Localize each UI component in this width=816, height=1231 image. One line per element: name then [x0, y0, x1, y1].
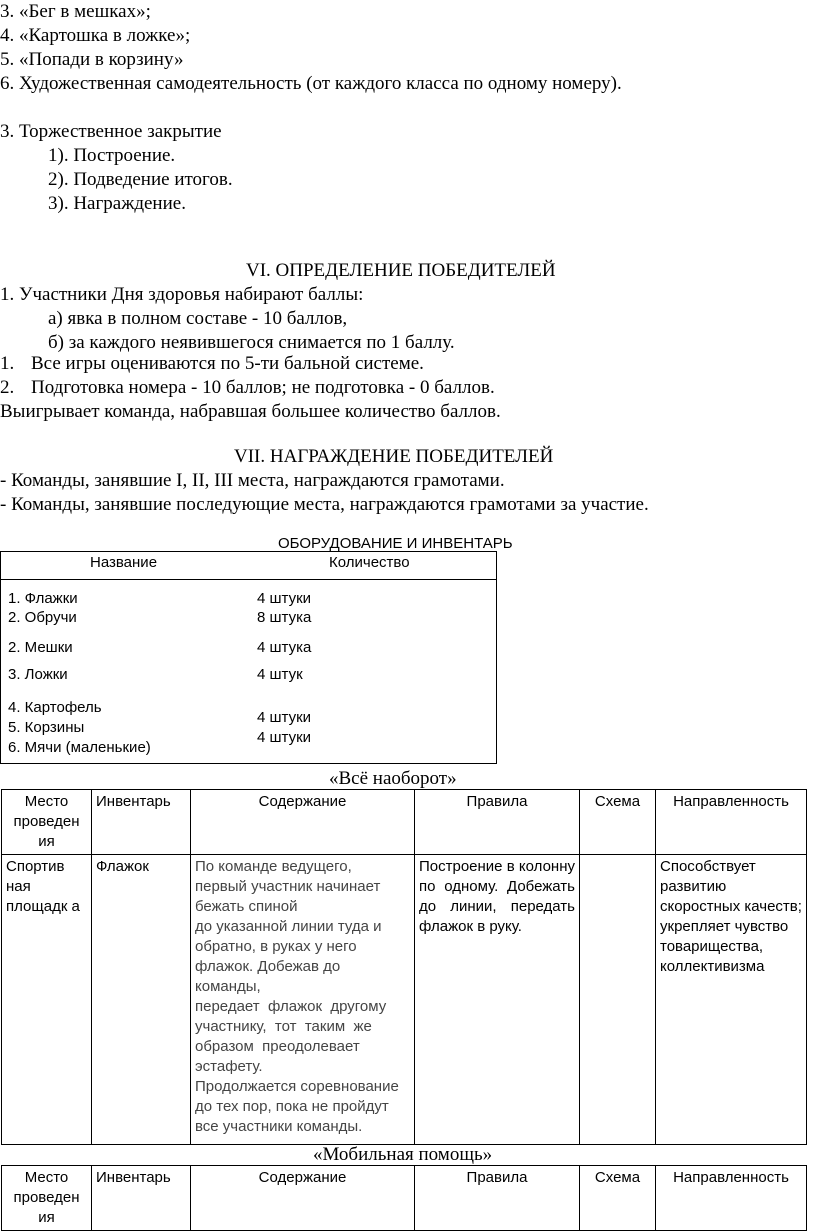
game-1-row — [2, 855, 807, 1145]
game-1-table — [1, 789, 807, 1145]
section-7-l2: - Команды, занявшие последующие места, награждаются грамотами за участие. — [0, 494, 649, 515]
content-line: флажок. Добежав до — [195, 958, 341, 975]
header-inventory: Инвентарь — [92, 790, 191, 855]
equipment-qty: 4 штуки — [257, 590, 312, 607]
game-2-title: «Мобильная помощь» — [313, 1144, 493, 1165]
content-line: эстафету. — [195, 1058, 263, 1075]
closing-title: 3. Торжественное закрытие — [0, 121, 222, 142]
game-2-header-row — [2, 1166, 807, 1231]
header-place: Место проведен ия — [2, 790, 92, 855]
equipment-name: 1. Флажки — [8, 590, 78, 607]
game-1-rules: Построение в колонну по одному. Добежать до линии, передать флажок в руку. — [415, 855, 580, 1145]
content-line: Продолжается соревнование — [195, 1078, 399, 1095]
section-6-n1-num: 1. — [0, 353, 15, 374]
section-6-winner: Выигрывает команда, набравшая большее количество баллов. — [0, 401, 501, 422]
content-line: передает флажок другому — [195, 998, 387, 1015]
content-line: первый участник начинает — [195, 878, 381, 895]
game-1-content — [191, 855, 415, 1145]
closing-item-2: 2). Подведение итогов. — [48, 169, 233, 190]
section-6-p1: 1. Участники Дня здоровья набирают баллы: — [0, 284, 364, 305]
section-7-l1: - Команды, занявшие I, II, III места, награждаются грамотами. — [0, 470, 505, 491]
header-scheme: Схема — [580, 790, 656, 855]
header-direction: Направленность — [656, 790, 807, 855]
equipment-qty: 4 штук — [257, 666, 303, 683]
equipment-qty: 4 штука — [257, 639, 312, 656]
equipment-title: ОБОРУДОВАНИЕ И ИНВЕНТАРЬ — [278, 535, 513, 552]
equipment-table — [0, 551, 497, 764]
content-line: По команде ведущего, — [195, 858, 352, 875]
game-1-direction: Способствует развитию скоростных качеств; укрепляет чувство товарищества, коллективизма — [656, 855, 807, 1145]
section-6-b: б) за каждого неявившегося снимается по 1 баллу. — [48, 332, 455, 353]
content-line: до указанной линии туда и — [195, 918, 382, 935]
equipment-name: 2. Мешки — [8, 639, 73, 656]
list-item-5: 5. «Попади в корзину» — [0, 49, 184, 70]
content-line: до тех пор, пока не пройдут — [195, 1098, 389, 1115]
content-line: бежать спиной — [195, 898, 298, 915]
header-inventory: Инвентарь — [92, 1166, 191, 1231]
equipment-name: 4. Картофель — [8, 699, 102, 716]
equipment-col-qty: Количество — [329, 554, 410, 571]
header-place: Место проведен ия — [2, 1166, 92, 1231]
game-1-place: Спортив ная площадк а — [2, 855, 92, 1145]
header-content: Содержание — [191, 1166, 415, 1231]
equipment-col-name: Название — [90, 554, 158, 571]
game-1-header-row — [2, 790, 807, 855]
equipment-qty: 8 штука — [257, 609, 312, 626]
equipment-qty: 4 штуки — [257, 709, 312, 726]
list-item-4: 4. «Картошка в ложке»; — [0, 25, 191, 46]
closing-item-3: 3). Награждение. — [48, 193, 186, 214]
content-line: команды, — [195, 978, 261, 995]
list-item-3: 3. «Бег в мешках»; — [0, 1, 151, 22]
content-line: образом преодолевает — [195, 1038, 360, 1055]
content-line: все участники команды. — [195, 1118, 363, 1135]
section-7-heading: VII. НАГРАЖДЕНИЕ ПОБЕДИТЕЛЕЙ — [234, 446, 554, 467]
header-direction: Направленность — [656, 1166, 807, 1231]
content-line: обратно, в руках у него — [195, 938, 357, 955]
section-6-n1-text: Все игры оцениваются по 5-ти бальной системе. — [31, 353, 424, 374]
header-rules: Правила — [415, 790, 580, 855]
equipment-name: 6. Мячи (маленькие) — [8, 739, 151, 756]
game-1-scheme — [580, 855, 656, 1145]
list-item-6: 6. Художественная самодеятельность (от каждого класса по одному номеру). — [0, 73, 622, 94]
equipment-name: 5. Корзины — [8, 719, 85, 736]
game-1-title: «Всё наоборот» — [329, 768, 457, 789]
equipment-name: 2. Обручи — [8, 609, 77, 626]
game-2-table — [1, 1165, 807, 1231]
content-line: участнику, тот таким же — [195, 1018, 372, 1035]
equipment-qty: 4 штуки — [257, 729, 312, 746]
section-6-heading: VI. ОПРЕДЕЛЕНИЕ ПОБЕДИТЕЛЕЙ — [246, 260, 556, 281]
section-6-n2-text: Подготовка номера - 10 баллов; не подготовка - 0 баллов. — [31, 377, 495, 398]
header-content: Содержание — [191, 790, 415, 855]
game-1-inventory: Флажок — [92, 855, 191, 1145]
closing-item-1: 1). Построение. — [48, 145, 176, 166]
equipment-name: 3. Ложки — [8, 666, 68, 683]
section-6-a: а) явка в полном составе - 10 баллов, — [48, 308, 348, 329]
header-rules: Правила — [415, 1166, 580, 1231]
section-6-n2-num: 2. — [0, 377, 15, 398]
header-scheme: Схема — [580, 1166, 656, 1231]
equipment-header — [1, 552, 496, 580]
